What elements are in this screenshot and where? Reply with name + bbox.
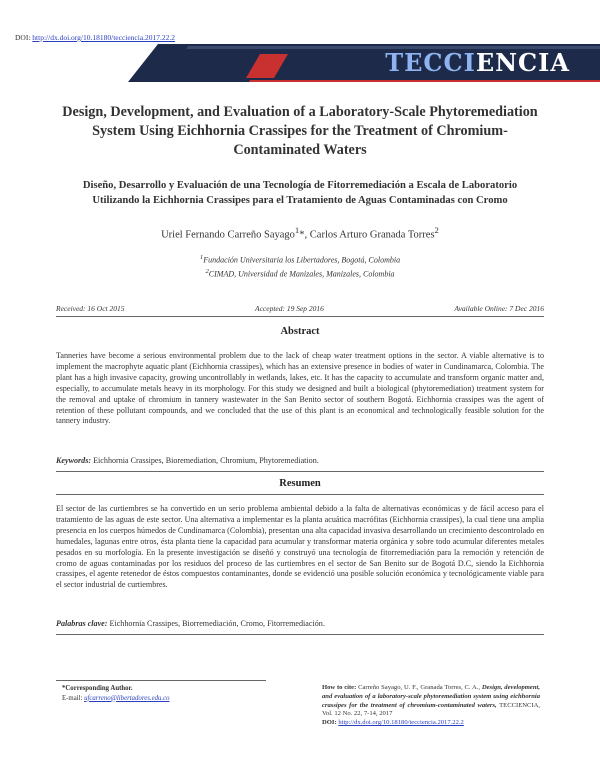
author-2-affil: 2 <box>434 225 439 235</box>
divider-resumen <box>56 494 544 495</box>
keywords-list: Eichhornia Crassipes, Bioremediation, Chromium, Phytoremediation. <box>93 456 319 465</box>
author-1: Uriel Fernando Carreño Sayago <box>161 229 295 241</box>
affiliation-2-text: CIMAD, Universidad de Manizales, Manizales, Colombia <box>208 269 395 279</box>
author-separator: , <box>304 229 310 241</box>
divider-mid <box>56 471 544 472</box>
accepted-date: Accepted: 19 Sep 2016 <box>255 304 324 313</box>
cite-journal: TECCIENCIA, Vol. 12 No. 22, 7-14, 2017 <box>322 701 540 718</box>
article-dates <box>56 304 544 313</box>
author-list <box>60 225 540 241</box>
footnote-rule <box>56 680 266 681</box>
affiliation-2-sup: 2 <box>205 267 209 275</box>
email-label: E-mail: <box>62 694 83 702</box>
affiliation-1 <box>60 252 540 266</box>
divider-top <box>56 316 544 317</box>
cite-title: Design, development, and evaluation of a laboratory-scale phytoremediation system using eichhornia crassipes for the treatment of chromium-contaminated waters, <box>322 684 540 709</box>
cite-doi-link[interactable]: http://dx.doi.org/10.18180/tecciencia.2017.22.2 <box>338 719 464 727</box>
journal-logo <box>385 46 570 80</box>
affiliation-1-sup: 1 <box>199 254 204 261</box>
online-date: Available Online: 7 Dec 2016 <box>454 304 544 313</box>
doi-line <box>15 33 175 42</box>
corresponding-author <box>62 684 292 703</box>
author-2: Carlos Arturo Granada Torres <box>309 229 435 241</box>
abstract-keywords <box>56 456 544 465</box>
affiliation-2 <box>60 266 540 280</box>
resumen-heading: Resumen <box>279 478 321 489</box>
how-to-cite <box>322 684 540 728</box>
abstract-text: Tanneries have become a serious environmental problem due to the lack of cheap water treatment options in the sector. A viable alternative is to implement the macrophyte aquatic plant (Eichhornia crassipes), which has an extensive presence in bodies of water in Cundinamarca, Colombia. The plant has a high invasive capacity, growing uncontrollably in wetlands, lakes, etc. It has the capacity to accumulate and transform organic matter and, especially, to accumulate metals heavy in its morphology. For this study we designed and built a biological (phytoremediation) treatment system for the removal and uptake of chromium in tannery wastewater in the San Benito sector of southern Bogotá. Eichhornia crassipes was the agent of retention of these pollutant compounds, and we concluded that the use of this plant is an economical and technologically feasible solution for the tannery industry. <box>56 351 544 426</box>
corresponding-mark: * <box>299 229 305 241</box>
email-link[interactable]: ufcarreno@libertadores.edu.co <box>84 694 170 702</box>
palabras-clave-label: Palabras clave: <box>56 619 108 628</box>
logo-rest-text: ENCIA <box>475 48 570 77</box>
cite-doi-label: DOI: <box>322 719 337 727</box>
doi-label: DOI: <box>15 33 31 42</box>
resumen-text: El sector de las curtiembres se ha convertido en un serio problema ambiental debido a la falta de alternativas económicas y de fácil acceso para el tratamiento de las aguas de este sector. Una alternativa a implementar es la planta acuática macrófitas (Eichhornia crassipes), la cual tiene una amplia presencia en los cuerpos húmedos de Cundinamarca (Colombia), presentan una alta capacidad invasiva desarrollando un crecimiento descontrolado en humedales, lagunas entre otros, ésta planta tiene la capacidad para acumular y transformar materia orgánica y sobre todo acumular diferentes metales pesados en su morfología. En la presente investigación se diseñó y construyó una tecnología de fitorremediación para la remoción y retención de cromo de aguas contaminadas por los residuos del proceso de las curtiembres en el sector de San Benito sur de Bogotá D.C, siendo la Eichhornia crassipes, el agente retenedor de éstos compuestos contaminantes, donde se evidenció una posible solución económica y tecnológicamente viable para el sector industrial de curtiembres. <box>56 504 544 590</box>
logo-accent-text: TECCI <box>385 48 476 77</box>
cite-authors: Carreño Sayago, U. F., Granada Torres, C. A., <box>358 684 481 691</box>
palabras-clave-list: Eichhornia Crassipes, Biorremediación, Cromo, Fitorremediación. <box>109 619 325 628</box>
paper-title: Design, Development, and Evaluation of a Laboratory-Scale Phytoremediation System Using Eichhornia Crassipes for the Treatment of Chromium-Contaminated Waters <box>62 104 538 158</box>
affiliations <box>60 252 540 279</box>
author-1-affil: 1 <box>294 225 300 235</box>
cite-label: How to cite: <box>322 684 357 691</box>
keywords-label: Keywords: <box>56 456 92 465</box>
divider-bottom <box>56 634 544 635</box>
email-line <box>62 694 292 704</box>
banner-red-underline <box>249 80 600 82</box>
corresponding-label: *Corresponding Author. <box>62 685 133 692</box>
received-date: Received: 16 Oct 2015 <box>56 304 125 313</box>
doi-link[interactable]: http://dx.doi.org/10.18180/tecciencia.2017.22.2 <box>32 33 176 42</box>
paper-subtitle: Diseño, Desarrollo y Evaluación de una Tecnología de Fitorremediación a Escala de Laboratorio Utilizando la Eichhornia Crassipes para el Tratamiento de Aguas Contaminadas con Cromo <box>82 180 518 206</box>
abstract-heading: Abstract <box>280 326 320 337</box>
resumen-keywords <box>56 619 544 628</box>
affiliation-1-text: Fundación Universitaria los Libertadores, Bogotá, Colombia <box>203 255 401 265</box>
